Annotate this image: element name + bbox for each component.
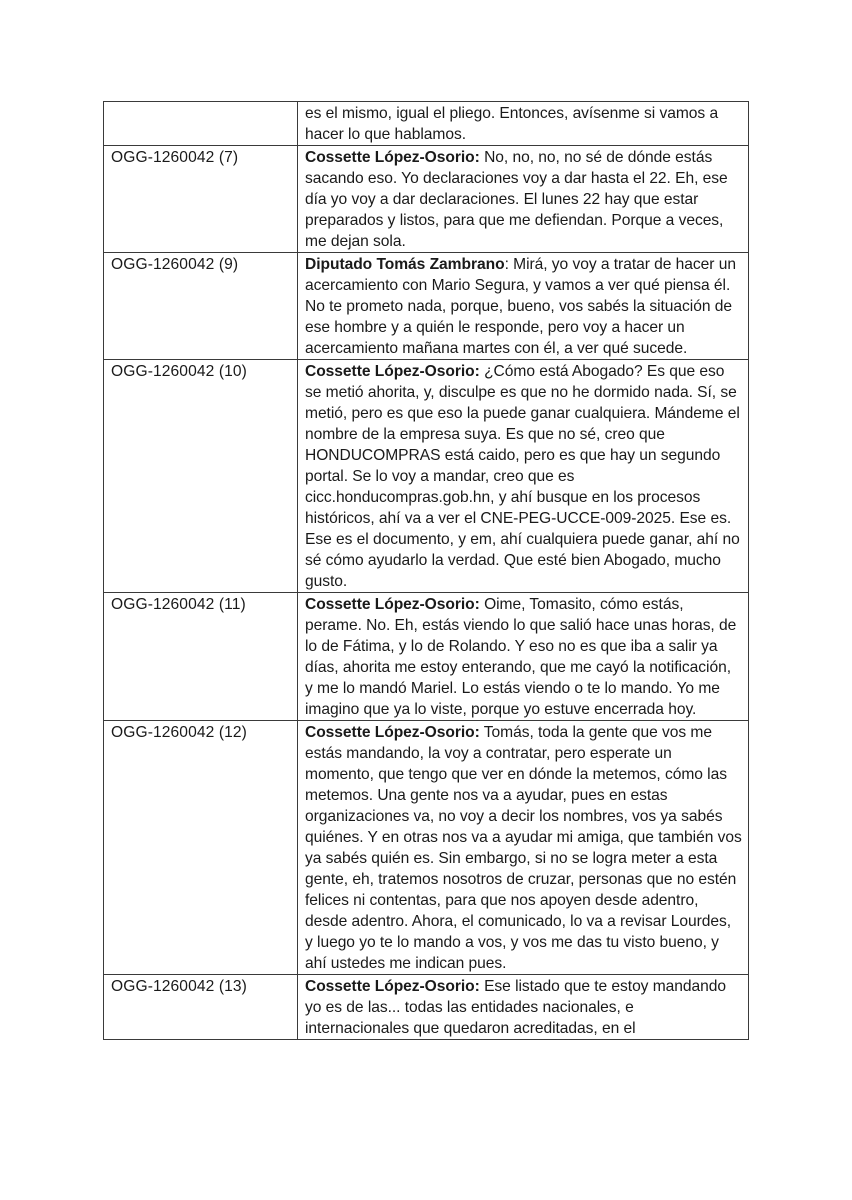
transcript-cell [298,593,749,721]
table-row [104,360,749,593]
transcript-text: ¿Cómo está Abogado? Es que eso se metió ahorita, y, disculpe es que no he dormido nada. Sí, se metió, pero es que eso la puede ganar cualquiera. Mándeme el nombre de la empresa suya. Es que no sé, creo que HONDUCOMPRAS está caido, pero es que hay un segundo portal. Se lo voy a mandar, creo que es cicc.honducompras.gob.hn, y ahí busque en los procesos históricos, ahí va a ver el CNE-PEG-UCCE-009-2025. Ese es. Ese es el documento, y em, ahí cualquiera puede ganar, ahí no sé cómo ayudarlo la verdad. Que esté bien Abogado, mucho gusto. [305,363,740,590]
transcript-text: es el mismo, igual el pliego. Entonces, avísenme si vamos a hacer lo que hablamos. [305,105,719,143]
table-row [104,721,749,975]
table-row [104,102,749,146]
table-row [104,593,749,721]
reference-cell [104,102,298,146]
transcript-text: Ese listado que te estoy mandando yo es de las... todas las entidades nacionales, e internacionales que quedaron acreditadas, en el [305,978,727,1037]
transcript-cell [298,721,749,975]
transcript-text: Tomás, toda la gente que vos me estás mandando, la voy a contratar, pero esperate un momento, que tengo que ver en dónde la metemos, cómo las metemos. Una gente nos va a ayudar, pues en estas organizaciones va, no voy a decir los nombres, vos ya sabés quiénes. Y en otras nos va a ayudar mi amiga, que también vos ya sabés quién es. Sin embargo, si no se logra meter a esta gente, eh, tratemos nosotros de cruzar, personas que no estén felices ni contentas, para que nos apoyen desde adentro, desde adentro. Ahora, el comunicado, lo va a revisar Lourdes, y luego yo te lo mando a vos, y vos me das tu visto bueno, y ahí ustedes me indican pues. [305,724,742,972]
transcript-cell [298,360,749,593]
reference-cell: OGG-1260042 (9) [104,253,298,360]
speaker-name: Cossette López-Osorio: [305,724,480,741]
speaker-name: Cossette López-Osorio: [305,596,480,613]
reference-cell: OGG-1260042 (10) [104,360,298,593]
reference-cell: OGG-1260042 (7) [104,146,298,253]
speaker-name: Cossette López-Osorio: [305,149,480,166]
transcript-cell [298,975,749,1040]
transcript-text: Oime, Tomasito, cómo estás, perame. No. Eh, estás viendo lo que salió hace unas horas, de lo de Fátima, y lo de Rolando. Y eso no es que iba a salir ya días, ahorita me estoy enterando, que me cayó la notificación, y me lo mandó Mariel. Lo estás viendo o te lo mando. Yo me imagino que ya lo viste, porque yo estuve encerrada hoy. [305,596,737,718]
table-row [104,253,749,360]
speaker-name: Cossette López-Osorio: [305,363,480,380]
table-row [104,975,749,1040]
reference-cell: OGG-1260042 (12) [104,721,298,975]
transcript-cell [298,253,749,360]
transcript-text: : Mirá, yo voy a tratar de hacer un acercamiento con Mario Segura, y vamos a ver qué piensa él. No te prometo nada, porque, bueno, vos sabés la situación de ese hombre y a quién le responde, pero voy a hacer un acercamiento mañana martes con él, a ver qué sucede. [305,256,736,357]
transcript-table [103,101,749,1040]
transcript-text: No, no, no, no sé de dónde estás sacando eso. Yo declaraciones voy a dar hasta el 22. Eh, ese día yo voy a dar declaraciones. El lunes 22 hay que estar preparados y listos, para que me defiendan. Porque a veces, me dejan sola. [305,149,728,250]
reference-cell: OGG-1260042 (13) [104,975,298,1040]
reference-cell: OGG-1260042 (11) [104,593,298,721]
table-row [104,146,749,253]
transcript-cell [298,102,749,146]
speaker-name: Cossette López-Osorio: [305,978,480,995]
speaker-name: Diputado Tomás Zambrano [305,256,505,273]
transcript-cell [298,146,749,253]
